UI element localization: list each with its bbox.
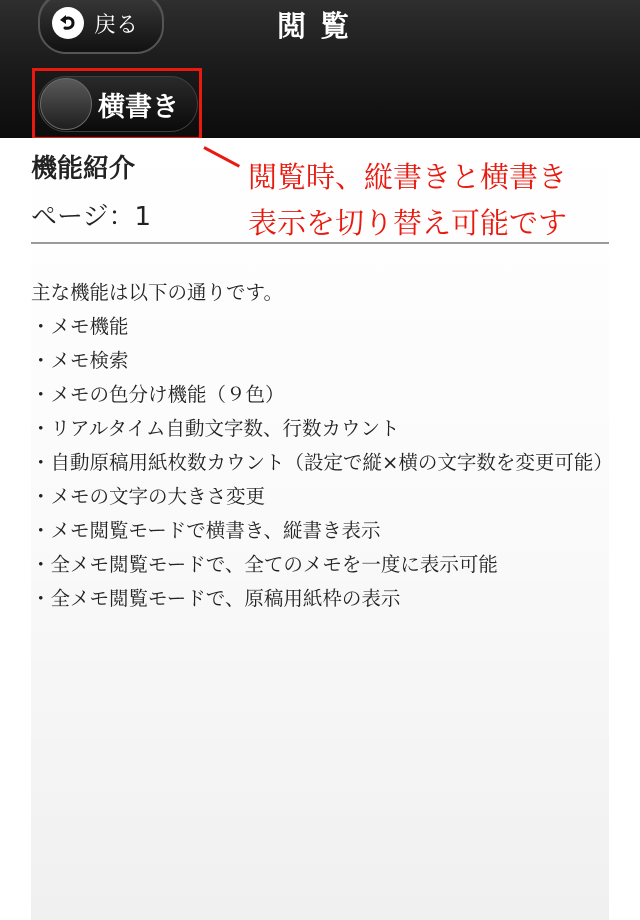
body-line: ・メモ機能 [31, 315, 129, 338]
back-button-label: 戻る [94, 12, 139, 38]
toggle-label: 横書き [98, 91, 179, 123]
annotation-line-1: 閲覧時、縦書きと横書き [248, 160, 568, 194]
screen-title: 閲覧 [276, 9, 363, 43]
body-line: 主な機能は以下の通りです。 [31, 281, 283, 304]
body-line: ・全メモ閲覧モードで、全てのメモを一度に表示可能 [31, 553, 498, 576]
annotation-highlight-box [32, 68, 202, 140]
body-line: ・メモ検索 [31, 349, 129, 372]
document-title: 機能紹介 [31, 154, 136, 184]
page-indicator: ページ：1 [31, 202, 152, 232]
document-body [31, 276, 613, 616]
annotation-line-2: 表示を切り替え可能です [248, 206, 568, 240]
body-line: ・メモ閲覧モードで横書き、縦書き表示 [31, 519, 381, 542]
annotation-callout [248, 154, 628, 246]
body-line: ・全メモ閲覧モードで、原稿用紙枠の表示 [31, 587, 401, 610]
body-line: ・メモの文字の大きさ変更 [31, 485, 266, 508]
body-line: ・メモの色分け機能（９色） [31, 383, 285, 406]
content-panel [31, 138, 613, 920]
body-line: ・リアルタイム自動文字数、行数カウント [31, 417, 400, 440]
body-line: ・自動原稿用紙枚数カウント（設定で縦×横の文字数を変更可能） [31, 451, 613, 474]
